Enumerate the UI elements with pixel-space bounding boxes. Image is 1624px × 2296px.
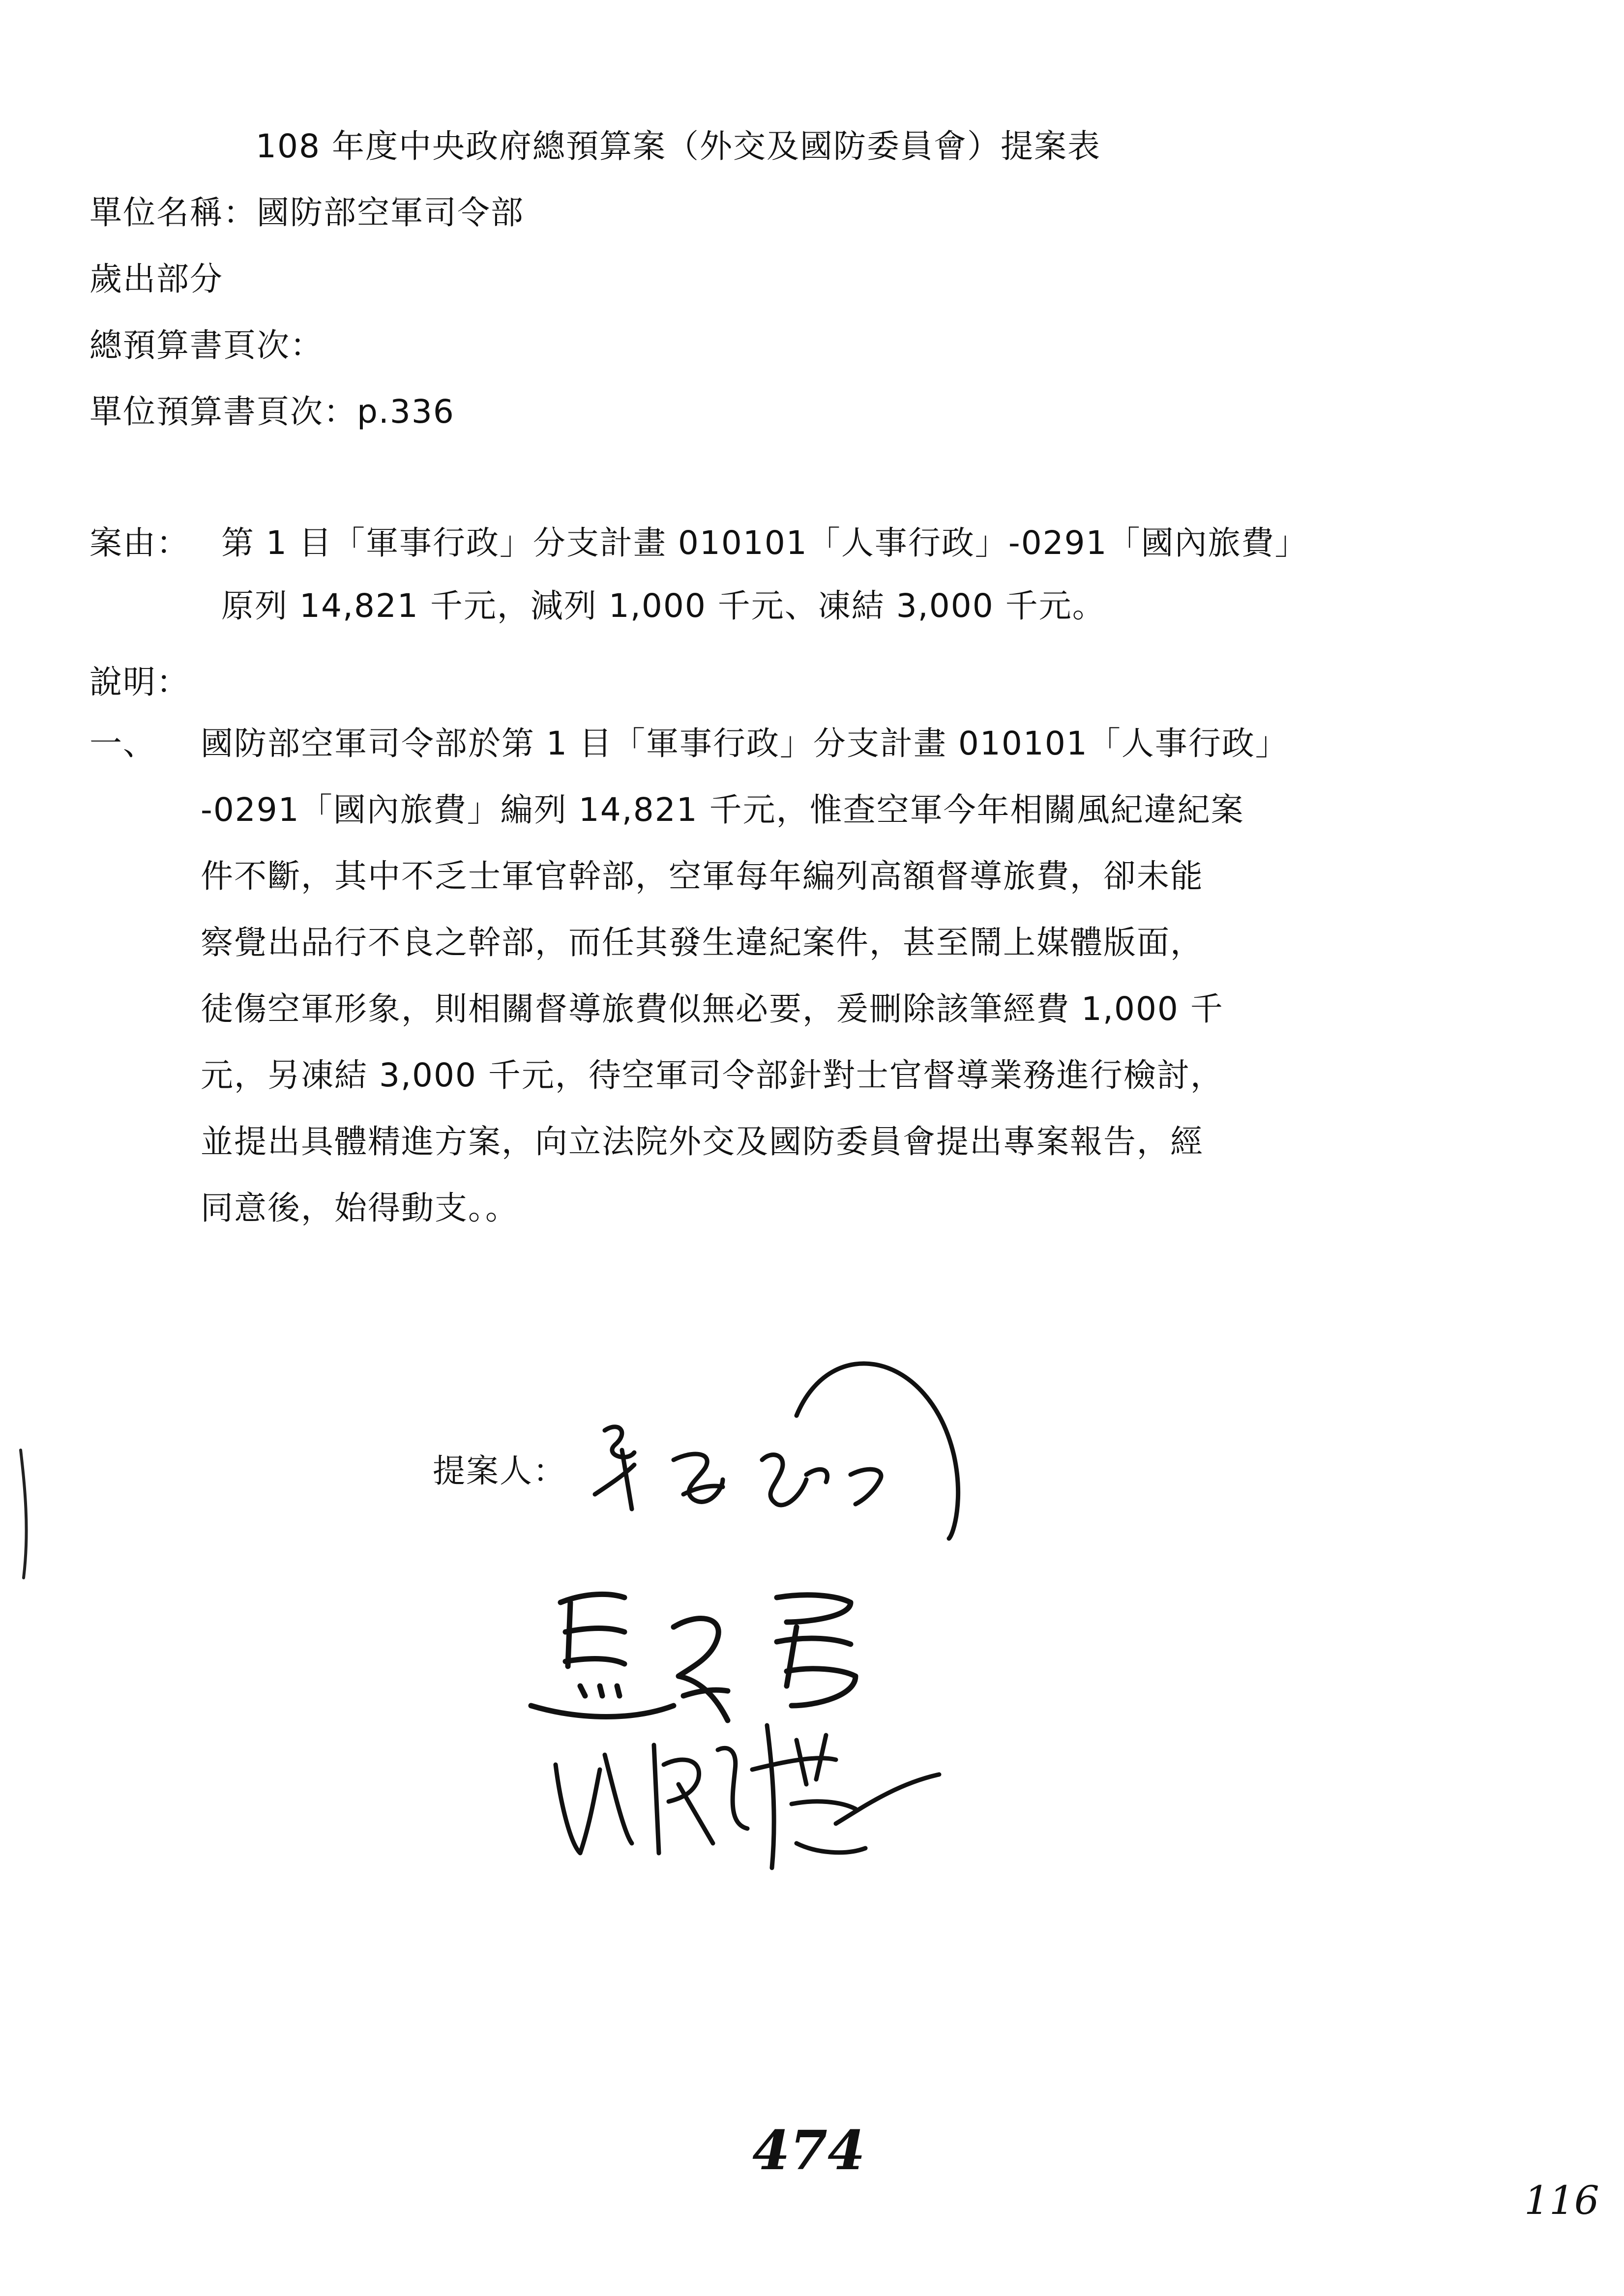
handwritten-sheet-number: 116 [1524, 2178, 1599, 2223]
explanation-line: 同意後，始得動支。。 [201, 1189, 519, 1227]
expenditure-section: 歲出部分 [89, 260, 223, 298]
explanation-line: 國防部空軍司令部於第 1 目「軍事行政」分支計畫 010101「人事行政」 [201, 725, 1289, 762]
explanation-line: 元，另凍結 3,000 千元，待空軍司令部針對士官督導業務進行檢討， [201, 1056, 1224, 1094]
signature-3 [541, 1706, 983, 1883]
proposer-label: 提案人： [433, 1452, 566, 1490]
explanation-line: 並提出具體精進方案，向立法院外交及國防委員會提出專案報告，經 [201, 1123, 1204, 1161]
explanation-line: 件不斷，其中不乏士軍官幹部，空軍每年編列高額督導旅費，卻未能 [201, 857, 1204, 895]
unit-name: 單位名稱：國防部空軍司令部 [89, 194, 524, 232]
margin-pen-mark [10, 1445, 39, 1583]
explanation-line: -0291「國內旅費」編列 14,821 千元，惟查空軍今年相關風紀違紀案 [201, 791, 1244, 829]
unit-budget-page: 單位預算書頁次：p.336 [89, 393, 455, 431]
explanation-label: 說明： [89, 663, 190, 701]
reason-line-2: 原列 14,821 千元，減列 1,000 千元、凍結 3,000 千元。 [221, 587, 1106, 625]
reason-line-1: 第 1 目「軍事行政」分支計畫 010101「人事行政」-0291「國內旅費」 [221, 524, 1308, 562]
total-budget-page: 總預算書頁次： [89, 326, 324, 364]
explanation-line: 徒傷空軍形象，則相關督導旅費似無必要，爰刪除該筆經費 1,000 千 [201, 990, 1224, 1028]
reason-label: 案由： [89, 524, 190, 562]
explanation-item-number: 一、 [89, 725, 156, 762]
handwritten-page-number: 474 [752, 2119, 865, 2182]
explanation-line: 察覺出品行不良之幹部，而任其發生違紀案件，甚至鬧上媒體版面， [201, 924, 1204, 961]
document-title: 108 年度中央政府總預算案（外交及國防委員會）提案表 [256, 127, 1101, 165]
